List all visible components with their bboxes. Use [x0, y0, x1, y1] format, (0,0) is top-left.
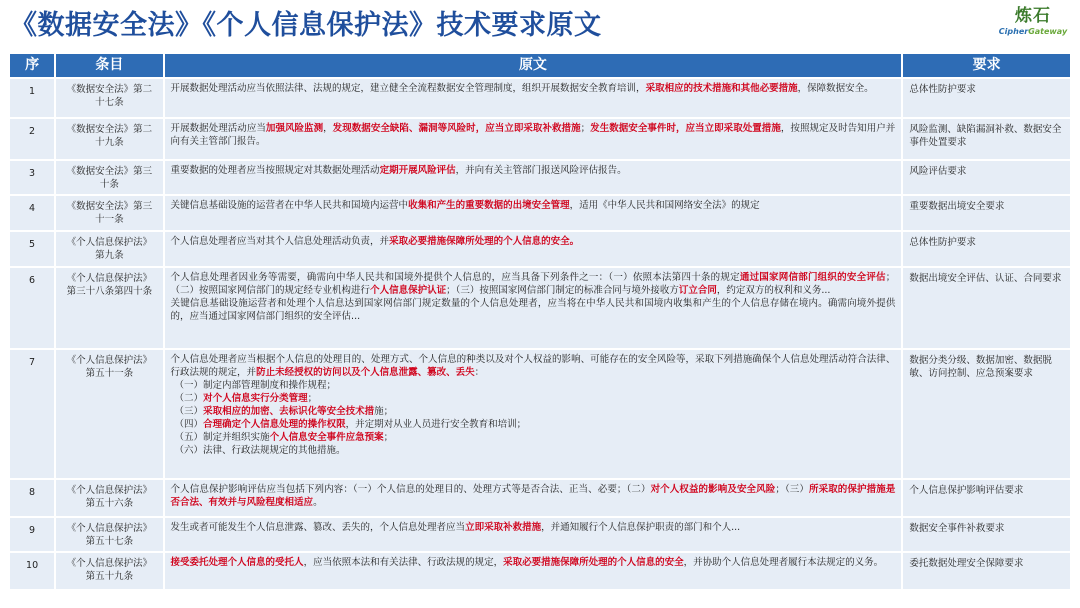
- row-seq: 10: [10, 553, 54, 589]
- text-segment: ；: [307, 393, 318, 404]
- text-segment: （二）: [174, 393, 204, 404]
- highlight-text: 加强风险监测: [265, 123, 324, 134]
- text-segment: 关键信息基础设施的运营者在中华人民共和国境内运营中: [170, 200, 409, 211]
- text-segment: 开展数据处理活动应当依照法律、法规的规定，建立健全全流程数据安全管理制度，组织开展数据安全教育培训，: [170, 83, 646, 94]
- row-original-text: [165, 553, 902, 589]
- text-segment: 施；: [374, 406, 394, 417]
- table-row: [10, 350, 1070, 478]
- row-original-text: [165, 196, 902, 230]
- text-segment: 个人信息处理者因业务等需要，确需向中华人民共和国境外提供个人信息的，应当具备下列条件之一：（一）依照本法第四十条的规定: [170, 272, 740, 283]
- text-segment: ，应当依照本法和有关法律、行政法规的规定，: [303, 557, 504, 568]
- text-segment: ，并协助个人信息处理者履行本法规定的义务。: [683, 557, 884, 568]
- col-header-seq: 序: [10, 54, 54, 77]
- text-segment: ，并定期对从业人员进行安全教育和培训；: [345, 419, 527, 430]
- table-row: [10, 119, 1070, 159]
- table-body: [10, 79, 1070, 589]
- row-requirement: 总体性防护要求: [903, 79, 1070, 117]
- row-original-text: [165, 79, 902, 117]
- row-seq: 4: [10, 196, 54, 230]
- row-requirement: 总体性防护要求: [903, 232, 1070, 266]
- text-segment: ；: [580, 123, 591, 134]
- highlight-text: 个人信息安全事件应急预案: [269, 432, 384, 443]
- row-original-text: [165, 119, 902, 159]
- logo-cn-text: 炼石: [1015, 6, 1051, 26]
- list-item: [171, 444, 896, 457]
- row-seq: 5: [10, 232, 54, 266]
- highlight-text: 订立合同: [678, 285, 717, 296]
- highlight-text: 采取必要措施保障所处理的个人信息的安全。: [389, 236, 580, 247]
- row-seq: 1: [10, 79, 54, 117]
- row-seq: 3: [10, 161, 54, 194]
- text-segment: ；（二）按照国家网信部门的规定经专业机构进行: [170, 272, 896, 296]
- logo-en-b: Gateway: [1028, 27, 1068, 36]
- row-article: 《个人信息保护法》第五十七条: [56, 518, 162, 551]
- text-segment: ，约定双方的权利和义务...: [716, 285, 831, 296]
- page-title: 《数据安全法》《个人信息保护法》技术要求原文: [10, 10, 602, 41]
- table-row: [10, 518, 1070, 551]
- col-header-req: 要求: [903, 54, 1070, 77]
- highlight-text: 所采取的保护措施是否合法、有效并与风险程度相适应: [170, 484, 896, 508]
- text-segment: （五）制定并组织实施: [174, 432, 270, 443]
- list-item: [171, 431, 896, 444]
- list-item: [171, 379, 896, 392]
- highlight-text: 防止未经授权的访问以及个人信息泄露、篡改、丢失: [256, 367, 475, 378]
- row-article: 《个人信息保护法》第五十六条: [56, 480, 162, 516]
- highlight-text: 定期开展风险评估: [379, 165, 456, 176]
- row-original-text: [165, 480, 902, 516]
- table-row: [10, 553, 1070, 589]
- text-segment: ，适用《中华人民共和国网络安全法》的规定: [569, 200, 760, 211]
- highlight-text: 发生数据安全事件时，应当立即采取处置措施: [590, 123, 781, 134]
- row-seq: 6: [10, 268, 54, 348]
- logo-en-a: Cipher: [998, 27, 1029, 36]
- list-item: [171, 418, 896, 431]
- row-article: 《个人信息保护法》第九条: [56, 232, 162, 266]
- highlight-text: 收集和产生的重要数据的出境安全管理: [408, 200, 570, 211]
- row-seq: 8: [10, 480, 54, 516]
- row-original-text: [165, 518, 902, 551]
- row-requirement: 委托数据处理安全保障要求: [903, 553, 1070, 589]
- brand-logo: [998, 6, 1068, 42]
- table-row: [10, 268, 1070, 348]
- table-row: [10, 232, 1070, 266]
- col-header-article: 条目: [56, 54, 162, 77]
- row-seq: 2: [10, 119, 54, 159]
- text-segment: （四）: [174, 419, 204, 430]
- row-original-text: [165, 161, 902, 194]
- text-segment: 开展数据处理活动应当: [170, 123, 266, 134]
- text-segment: 重要数据的处理者应当按照规定对其数据处理活动: [170, 165, 380, 176]
- text-segment: 个人信息处理者应当对其个人信息处理活动负责，并: [170, 236, 390, 247]
- text-segment: ；（三）: [775, 484, 809, 495]
- table-row: [10, 196, 1070, 230]
- highlight-text: 采取必要措施保障所处理的个人信息的安全: [503, 557, 684, 568]
- highlight-text: 个人信息保护认证: [370, 285, 447, 296]
- text-segment: （一）制定内部管理制度和操作规程；: [174, 380, 337, 391]
- text-segment: ，: [323, 123, 333, 134]
- text-segment: ，并通知履行个人信息保护职责的部门和个人...: [541, 522, 741, 533]
- row-requirement: 数据分类分级、数据加密、数据脱敏、访问控制、应急预案要求: [903, 350, 1070, 478]
- row-seq: 9: [10, 518, 54, 551]
- row-article: 《数据安全法》第二十七条: [56, 79, 162, 117]
- highlight-text: 通过国家网信部门组织的安全评估: [739, 272, 886, 283]
- row-original-text: [165, 350, 902, 478]
- text-segment: 个人信息处理者应当根据个人信息的处理目的、处理方式、个人信息的种类以及对个人权益的影响、可能存在的安全风险等，采取下列措施确保个人信息处理活动符合法律、行政法规的规定，并: [170, 354, 896, 378]
- row-article: 《个人信息保护法》第三十八条第四十条: [56, 268, 162, 348]
- text-segment: （三）: [174, 406, 204, 417]
- text-segment: 关键信息基础设施运营者和处理个人信息达到国家网信部门规定数量的个人信息处理者，应当将在中华人民共和国境内收集和产生的个人信息存储在境内。确需向境外提供的，应当通过国家网信部门组织的安全评估...: [170, 298, 896, 322]
- row-article: 《个人信息保护法》第五十九条: [56, 553, 162, 589]
- logo-en-text: [998, 26, 1068, 38]
- highlight-text: 合理确定个人信息处理的操作权限: [203, 419, 346, 430]
- row-article: 《个人信息保护法》第五十一条: [56, 350, 162, 478]
- text-segment: （六）法律、行政法规规定的其他措施。: [174, 445, 346, 456]
- text-segment: ，并向有关主管部门报送风险评估报告。: [455, 165, 627, 176]
- row-requirement: 数据出境安全评估、认证、合同要求: [903, 268, 1070, 348]
- row-original-text: [165, 232, 902, 266]
- text-segment: 。: [313, 497, 323, 508]
- row-seq: 7: [10, 350, 54, 478]
- row-requirement: 数据安全事件补救要求: [903, 518, 1070, 551]
- text-segment: 发生或者可能发生个人信息泄露、篡改、丢失的，个人信息处理者应当: [170, 522, 466, 533]
- row-requirement: 重要数据出境安全要求: [903, 196, 1070, 230]
- highlight-text: 发现数据安全缺陷、漏洞等风险时，应当立即采取补救措施: [332, 123, 581, 134]
- highlight-text: 采取相应的技术措施和其他必要措施: [645, 83, 798, 94]
- text-segment: 个人信息保护影响评估应当包括下列内容：（一）个人信息的处理目的、处理方式等是否合法、正当、必要；（二）: [170, 484, 651, 495]
- text-segment: ；（三）按照国家网信部门制定的标准合同与境外接收方: [446, 285, 679, 296]
- text-segment: ：: [474, 367, 485, 378]
- text-segment: ，按照规定及时告知用户并向有关主管部门报告。: [170, 123, 896, 147]
- highlight-text: 立即采取补救措施: [465, 522, 542, 533]
- row-requirement: 风险监测、缺陷漏洞补救、数据安全事件处置要求: [903, 119, 1070, 159]
- table-row: [10, 79, 1070, 117]
- text-segment: ；: [383, 432, 394, 443]
- highlight-text: 采取相应的加密、去标识化等安全技术措: [203, 406, 375, 417]
- table-row: [10, 480, 1070, 516]
- row-article: 《数据安全法》第二十九条: [56, 119, 162, 159]
- highlight-text: 接受委托处理个人信息的受托人: [170, 557, 304, 568]
- highlight-text: 对个人权益的影响及安全风险: [650, 484, 776, 495]
- row-requirement: 风险评估要求: [903, 161, 1070, 194]
- list-item: [171, 405, 896, 418]
- row-article: 《数据安全法》第三十条: [56, 161, 162, 194]
- row-requirement: 个人信息保护影响评估要求: [903, 480, 1070, 516]
- table-row: [10, 161, 1070, 194]
- highlight-text: 对个人信息实行分类管理: [203, 393, 308, 404]
- list-item: [171, 392, 896, 405]
- row-article: 《数据安全法》第三十一条: [56, 196, 162, 230]
- text-segment: ，保障数据安全。: [797, 83, 874, 94]
- row-original-text: [165, 268, 902, 348]
- col-header-text: 原文: [165, 54, 902, 77]
- table-header-row: [10, 54, 1070, 77]
- requirements-table: [8, 52, 1072, 591]
